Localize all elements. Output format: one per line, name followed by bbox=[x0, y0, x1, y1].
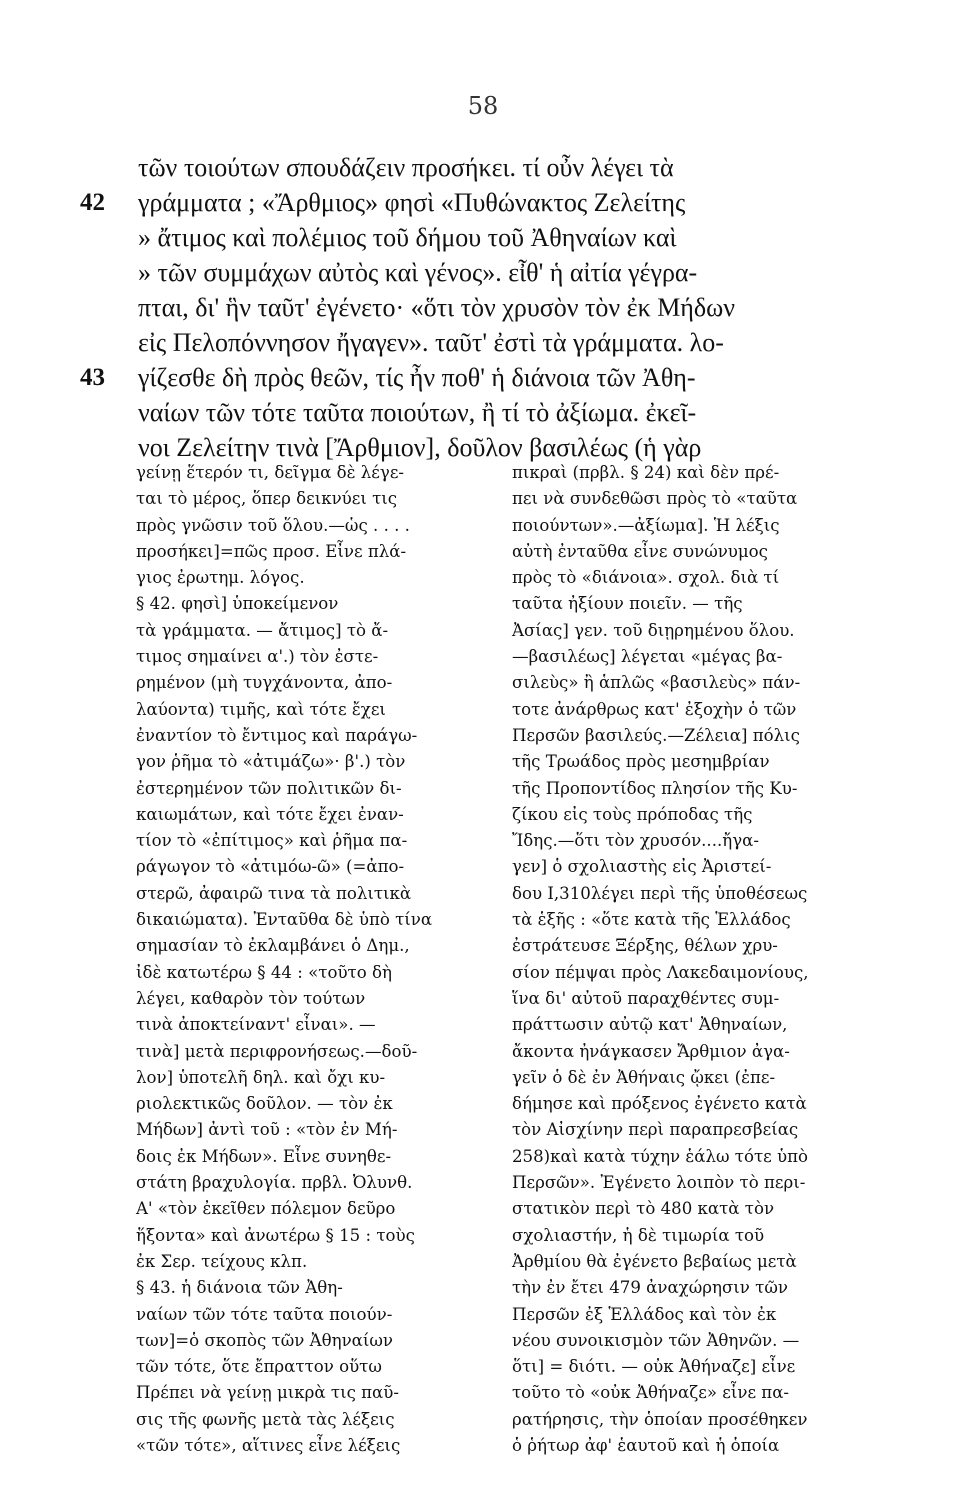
note-line: Α' «τὸν ἐκεῖθεν πόλεμον δεῦρο bbox=[136, 1199, 396, 1219]
main-text-content: ναίων τῶν τότε ταῦτα ποιούτων, ἢ τί τὸ ἀξίωμα. ἐκεῖ- bbox=[138, 398, 697, 427]
note-line: στερῶ, ἀφαιρῶ τινα τὰ πολιτικὰ bbox=[136, 883, 412, 903]
note-line: ζίκου εἰς τοὺς πρόποδας τῆς bbox=[512, 804, 753, 824]
note-line: ὁ ῥήτωρ ἀφ' ἑαυτοῦ καὶ ἡ ὁποία bbox=[512, 1435, 780, 1455]
main-text-line bbox=[80, 220, 880, 255]
note-line: δικαιώματα). Ἐνταῦθα δὲ ὑπὸ τίνα bbox=[136, 910, 433, 930]
note-line: τὸν Αἰσχίνην περὶ παραπρεσβείας bbox=[512, 1120, 799, 1140]
main-text-content: γράμματα ; «Ἄρθμιος» φησὶ «Πυθώνακτος Ζελείτης bbox=[138, 188, 686, 217]
note-line: δήμησε καὶ πρόξενος ἐγένετο κατὰ bbox=[512, 1094, 807, 1114]
note-line: τοῦτο τὸ «οὐκ Ἀθήναζε» εἶνε πα- bbox=[512, 1383, 790, 1403]
note-line: Περσῶν ἐξ Ἑλλάδος καὶ τὸν ἐκ bbox=[512, 1304, 777, 1324]
note-line: —βασιλέως] λέγεται «μέγας βα- bbox=[512, 647, 783, 667]
note-line: προσήκει]=πῶς προσ. Εἶνε πλά- bbox=[136, 541, 407, 561]
note-line: ράγωγον τὸ «ἀτιμόω-ῶ» (=ἀπο- bbox=[136, 857, 405, 877]
note-line: των]=ὁ σκοπὸς τῶν Ἀθηναίων bbox=[136, 1330, 394, 1350]
note-line: πρὸς γνῶσιν τοῦ ὅλου.—ὡς . . . . bbox=[136, 515, 410, 535]
note-line: ποιούντων».—ἀξίωμα]. Ἡ λέξις bbox=[512, 515, 780, 535]
note-line: σίον πέμψαι πρὸς Λακεδαιμονίους, bbox=[512, 962, 809, 982]
note-line: ναίων τῶν τότε ταῦτα ποιούν- bbox=[136, 1304, 393, 1324]
note-line: ρημένον (μὴ τυγχάνοντα, ἀπο- bbox=[136, 673, 393, 693]
note-line: τῶν τότε, ὅτε ἔπραττον οὕτω bbox=[136, 1357, 382, 1377]
note-line: Ἀρθμίου θὰ ἐγένετο βεβαίως μετὰ bbox=[512, 1251, 797, 1271]
note-line: τῆς Τρωάδος πρὸς μεσημβρίαν bbox=[512, 752, 770, 772]
note-line: στατικὸν περὶ τὸ 480 κατὰ τὸν bbox=[512, 1199, 775, 1219]
note-line: σιλεὺς» ἢ ἁπλῶς «βασιλεὺς» πάν- bbox=[512, 673, 801, 693]
note-line: ριολεκτικῶς δοῦλον. — τὸν ἐκ bbox=[136, 1094, 393, 1114]
note-line: τινὰ ἀποκτείναντ' εἶναι». — bbox=[136, 1015, 376, 1035]
main-text-line bbox=[80, 290, 880, 325]
note-line: δου Ι,310λέγει περὶ τῆς ὑποθέσεως bbox=[512, 883, 808, 903]
note-line: στάτη βραχυλογία. πρβλ. Ὀλυνθ. bbox=[136, 1173, 413, 1193]
page-number: 58 bbox=[467, 92, 499, 120]
main-text-content: » τῶν συμμάχων αὐτὸς καὶ γένος». εἶθ' ἡ αἰτία γέγρα- bbox=[138, 258, 698, 287]
note-line: ὅτι] = διότι. — οὐκ Ἀθήναζε] εἶνε bbox=[512, 1357, 796, 1377]
notes-left-column bbox=[136, 460, 474, 1459]
note-line: γεῖν ὁ δὲ ἐν Ἀθήναις ᾤκει (ἐπε- bbox=[512, 1067, 776, 1087]
note-line: ἄκοντα ἠνάγκασεν Ἄρθμιον ἀγα- bbox=[512, 1041, 790, 1061]
note-line: τοτε ἀνάρθρως κατ' ἐξοχὴν ὁ τῶν bbox=[512, 699, 797, 719]
note-line: ἐναντίον τὸ ἔντιμος καὶ παράγω- bbox=[136, 725, 418, 745]
note-line: πικραὶ (πρβλ. § 24) καὶ δὲν πρέ- bbox=[512, 463, 780, 482]
note-line: Μήδων] ἀντὶ τοῦ : «τὸν ἐν Μή- bbox=[136, 1120, 398, 1140]
main-text-content: εἰς Πελοπόννησον ἤγαγεν». ταῦτ' ἐστὶ τὰ γράμματα. λο- bbox=[138, 328, 724, 357]
note-line: καιωμάτων, καὶ τότε ἔχει ἐναν- bbox=[136, 804, 404, 824]
note-line: αὐτὴ ἐνταῦθα εἶνε συνώνυμος bbox=[512, 541, 768, 561]
main-text-content: τῶν τοιούτων σπουδάζειν προσήκει. τί οὖν λέγει τὰ bbox=[138, 153, 674, 182]
note-line: § 42. φησὶ] ὑποκείμενον bbox=[136, 594, 339, 614]
note-line: Περσῶν». Ἐγένετο λοιπὸν τὸ περι- bbox=[512, 1173, 806, 1193]
note-line: πράττωσιν αὐτῷ κατ' Ἀθηναίων, bbox=[512, 1015, 788, 1035]
main-text-content: νοι Ζελείτην τινὰ [Ἄρθμιον], δοῦλον βασιλέως (ἡ γὰρ bbox=[138, 433, 702, 462]
note-line: λον] ὑποτελῆ δηλ. καὶ ὄχι κυ- bbox=[136, 1067, 386, 1087]
note-line: Ἀσίας] γεν. τοῦ διῃρημένου ὅλου. bbox=[512, 620, 795, 640]
main-text-line bbox=[80, 150, 880, 185]
main-text-line bbox=[80, 185, 880, 220]
note-line: γεν] ὁ σχολιαστὴς εἰς Ἀριστεί- bbox=[512, 857, 772, 877]
note-line: τινὰ] μετὰ περιφρονήσεως.—δοῦ- bbox=[136, 1041, 418, 1061]
note-line: σημασίαν τὸ ἐκλαμβάνει ὁ Δημ., bbox=[136, 936, 410, 956]
note-line: «τῶν τότε», αἵτινες εἶνε λέξεις bbox=[136, 1435, 401, 1455]
note-line: ἥξοντα» καὶ ἀνωτέρω § 15 : τοὺς bbox=[136, 1225, 415, 1245]
main-text-content: » ἄτιμος καὶ πολέμιος τοῦ δήμου τοῦ Ἀθηναίων καὶ bbox=[138, 223, 677, 252]
note-line: ταῦτα ἠξίουν ποιεῖν. — τῆς bbox=[512, 594, 743, 614]
note-line: σχολιαστήν, ἡ δὲ τιμωρία τοῦ bbox=[512, 1225, 765, 1245]
main-text-content: γίζεσθε δὴ πρὸς θεῶν, τίς ἦν ποθ' ἡ διάνοια τῶν Ἀθη- bbox=[138, 363, 696, 392]
note-line: τὴν ἐν ἔτει 479 ἀναχώρησιν τῶν bbox=[512, 1278, 788, 1298]
note-line: πει νὰ συνδεθῶσι πρὸς τὸ «ταῦτα bbox=[512, 489, 798, 509]
note-line: τιμος σημαίνει α'.) τὸν ἐστε- bbox=[136, 647, 379, 667]
main-text-line bbox=[80, 360, 880, 395]
note-line: τὰ ἑξῆς : «ὅτε κατὰ τῆς Ἑλλάδος bbox=[512, 910, 791, 930]
note-line: πρὸς τὸ «διάνοια». σχολ. διὰ τί bbox=[512, 568, 780, 588]
note-line: ἵνα δι' αὐτοῦ παραχθέντες συμ- bbox=[512, 988, 780, 1008]
main-text bbox=[80, 150, 880, 465]
note-line: ται τὸ μέρος, ὅπερ δεικνύει τις bbox=[136, 489, 398, 509]
note-line: 258)καὶ κατὰ τύχην ἑάλω τότε ὑπὸ bbox=[512, 1146, 809, 1166]
section-number: 42 bbox=[80, 189, 105, 216]
note-line: γείνῃ ἕτερόν τι, δεῖγμα δὲ λέγε- bbox=[136, 463, 405, 482]
note-line: § 43. ἡ διάνοια τῶν Ἀθη- bbox=[136, 1278, 343, 1298]
note-line: τίον τὸ «ἐπίτιμος» καὶ ῥῆμα πα- bbox=[136, 831, 408, 851]
note-line: δοις ἐκ Μήδων». Εἶνε συνηθε- bbox=[136, 1146, 392, 1166]
notes-right-column bbox=[512, 460, 850, 1459]
note-line: τὰ γράμματα. — ἄτιμος] τὸ ἄ- bbox=[136, 620, 389, 640]
note-line: τῆς Προποντίδος πλησίον τῆς Κυ- bbox=[512, 778, 798, 798]
note-line: σις τῆς φωνῆς μετὰ τὰς λέξεις bbox=[136, 1409, 395, 1429]
note-line: Ἴδης.—ὅτι τὸν χρυσόν....ἤγα- bbox=[512, 831, 759, 851]
main-text-line bbox=[80, 395, 880, 430]
note-line: γον ῥῆμα τὸ «ἀτιμάζω»· β'.) τὸν bbox=[136, 752, 406, 772]
note-line: ἰδὲ κατωτέρω § 44 : «τοῦτο δὴ bbox=[136, 962, 392, 982]
main-text-line bbox=[80, 325, 880, 360]
note-line: ἐκ Σερ. τείχους κλπ. bbox=[136, 1251, 308, 1271]
note-line: νέου συνοικισμὸν τῶν Ἀθηνῶν. — bbox=[512, 1330, 800, 1350]
main-text-content: πται, δι' ἣν ταῦτ' ἐγένετο· «ὅτι τὸν χρυσὸν τὸν ἐκ Μήδων bbox=[138, 293, 736, 322]
note-line: Πρέπει νὰ γείνῃ μικρὰ τις παῦ- bbox=[136, 1383, 399, 1403]
note-line: Περσῶν βασιλεύς.—Ζέλεια] πόλις bbox=[512, 725, 800, 745]
note-line: λαύοντα) τιμῆς, καὶ τότε ἔχει bbox=[136, 699, 386, 719]
note-line: γιος ἐρωτημ. λόγος. bbox=[136, 568, 305, 588]
note-line: ἐστράτευσε Ξέρξης, θέλων χρυ- bbox=[512, 936, 778, 956]
note-line: λέγει, καθαρὸν τὸν τούτων bbox=[136, 988, 366, 1008]
note-line: ἐστερημένον τῶν πολιτικῶν δι- bbox=[136, 778, 402, 798]
section-number: 43 bbox=[80, 364, 105, 391]
main-text-line bbox=[80, 255, 880, 290]
note-line: ρατήρησις, τὴν ὁποίαν προσέθηκεν bbox=[512, 1409, 808, 1429]
